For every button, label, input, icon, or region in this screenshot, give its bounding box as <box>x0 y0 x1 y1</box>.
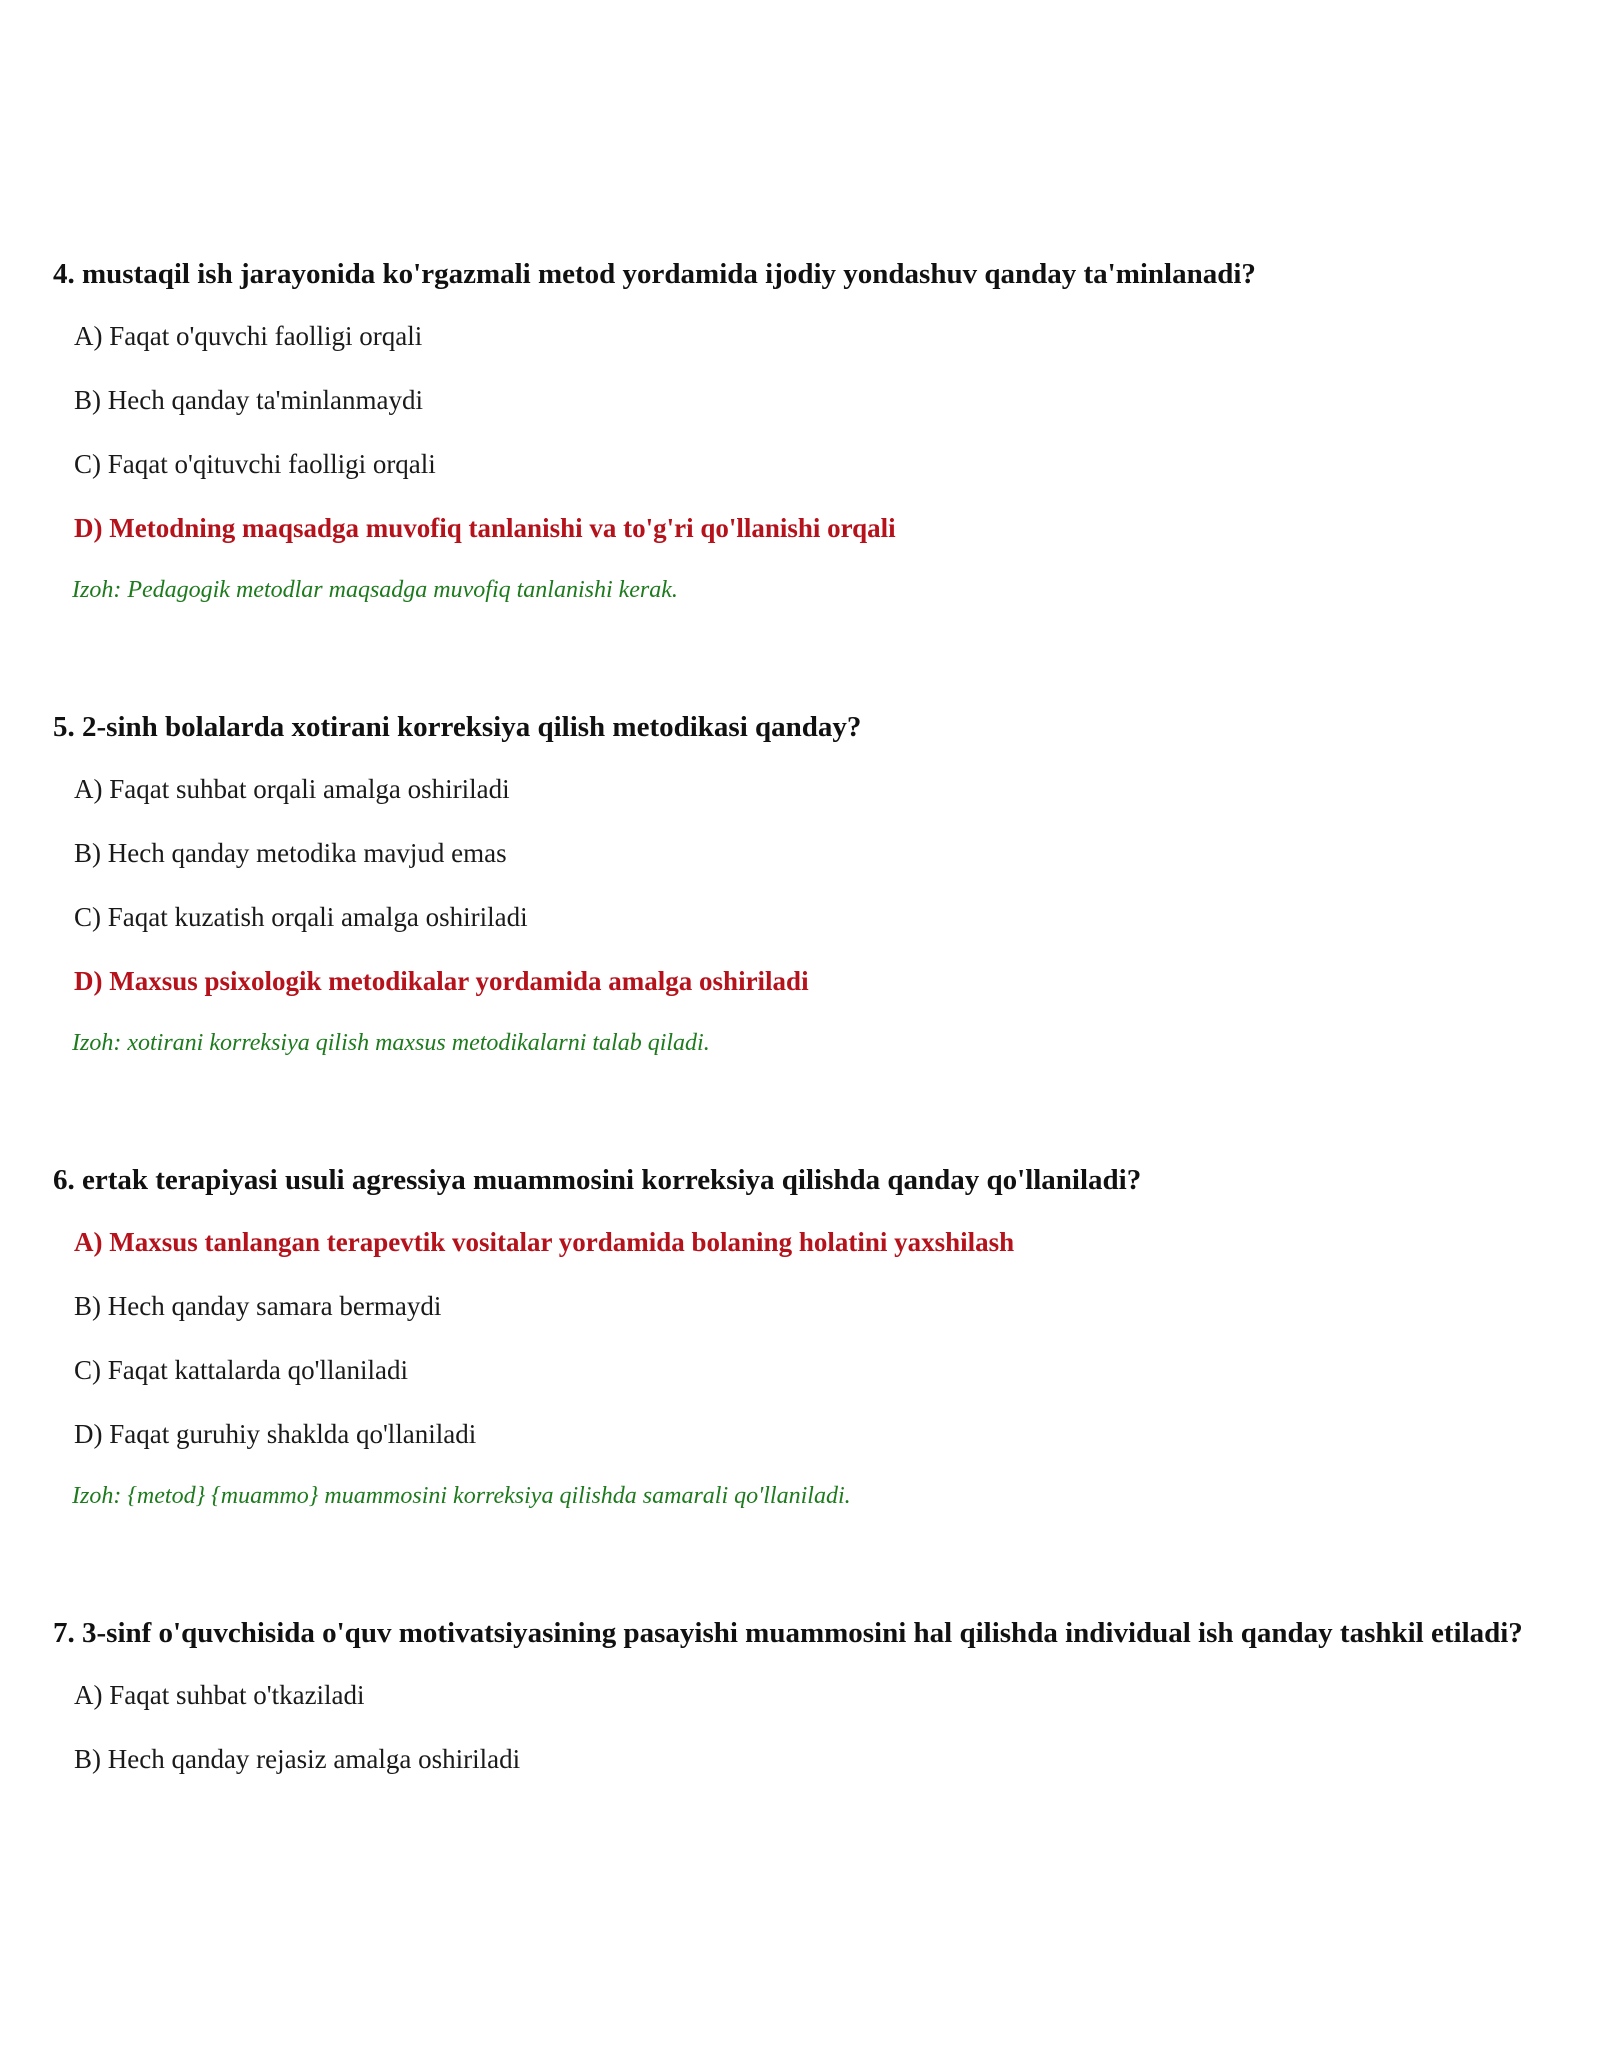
option-d: D) Faqat guruhiy shaklda qo'llaniladi <box>74 1419 477 1449</box>
option-c: C) Faqat kuzatish orqali amalga oshiriladi <box>74 902 528 932</box>
question-title: 4. mustaqil ish jarayonida ko'rgazmali metod yordamida ijodiy yondashuv qanday ta'minlanadi? <box>53 258 1256 290</box>
option-d-correct: D) Maxsus psixologik metodikalar yordamida amalga oshiriladi <box>74 966 809 996</box>
question-title: 5. 2-sinh bolalarda xotirani korreksiya qilish metodikasi qanday? <box>53 711 862 743</box>
option-b: B) Hech qanday metodika mavjud emas <box>74 838 507 868</box>
question-title: 6. ertak terapiyasi usuli agressiya muammosini korreksiya qilishda qanday qo'llaniladi? <box>53 1164 1142 1196</box>
answer-options <box>53 1223 1553 1453</box>
option-c: C) Faqat o'qituvchi faolligi orqali <box>74 449 436 479</box>
explanation-note: Izoh: xotirani korreksiya qilish maxsus metodikalarni talab qiladi. <box>72 1030 710 1056</box>
question-4 <box>53 254 1553 607</box>
option-b: B) Hech qanday rejasiz amalga oshiriladi <box>74 1744 521 1774</box>
question-5 <box>53 707 1553 1060</box>
option-d-correct: D) Metodning maqsadga muvofiq tanlanishi va to'g'ri qo'llanishi orqali <box>74 513 896 543</box>
option-a: A) Faqat suhbat o'tkaziladi <box>74 1680 365 1710</box>
answer-options <box>53 770 1553 1000</box>
answer-options <box>53 1676 1553 1778</box>
explanation-note: Izoh: {metod} {muammo} muammosini korreksiya qilishda samarali qo'llaniladi. <box>72 1483 851 1509</box>
answer-options <box>53 317 1553 547</box>
option-b: B) Hech qanday ta'minlanmaydi <box>74 385 424 415</box>
question-7 <box>53 1613 1553 1804</box>
explanation-note: Izoh: Pedagogik metodlar maqsadga muvofiq tanlanishi kerak. <box>72 577 678 603</box>
option-c: C) Faqat kattalarda qo'llaniladi <box>74 1355 409 1385</box>
option-a: A) Faqat suhbat orqali amalga oshiriladi <box>74 774 510 804</box>
question-title: 7. 3-sinf o'quvchisida o'quv motivatsiyasining pasayishi muammosini hal qilishda individual ish qanday tashkil etiladi? <box>53 1617 1523 1649</box>
option-a: A) Faqat o'quvchi faolligi orqali <box>74 321 423 351</box>
option-a-correct: A) Maxsus tanlangan terapevtik vositalar yordamida bolaning holatini yaxshilash <box>74 1227 1015 1257</box>
option-b: B) Hech qanday samara bermaydi <box>74 1291 442 1321</box>
question-6 <box>53 1160 1553 1513</box>
